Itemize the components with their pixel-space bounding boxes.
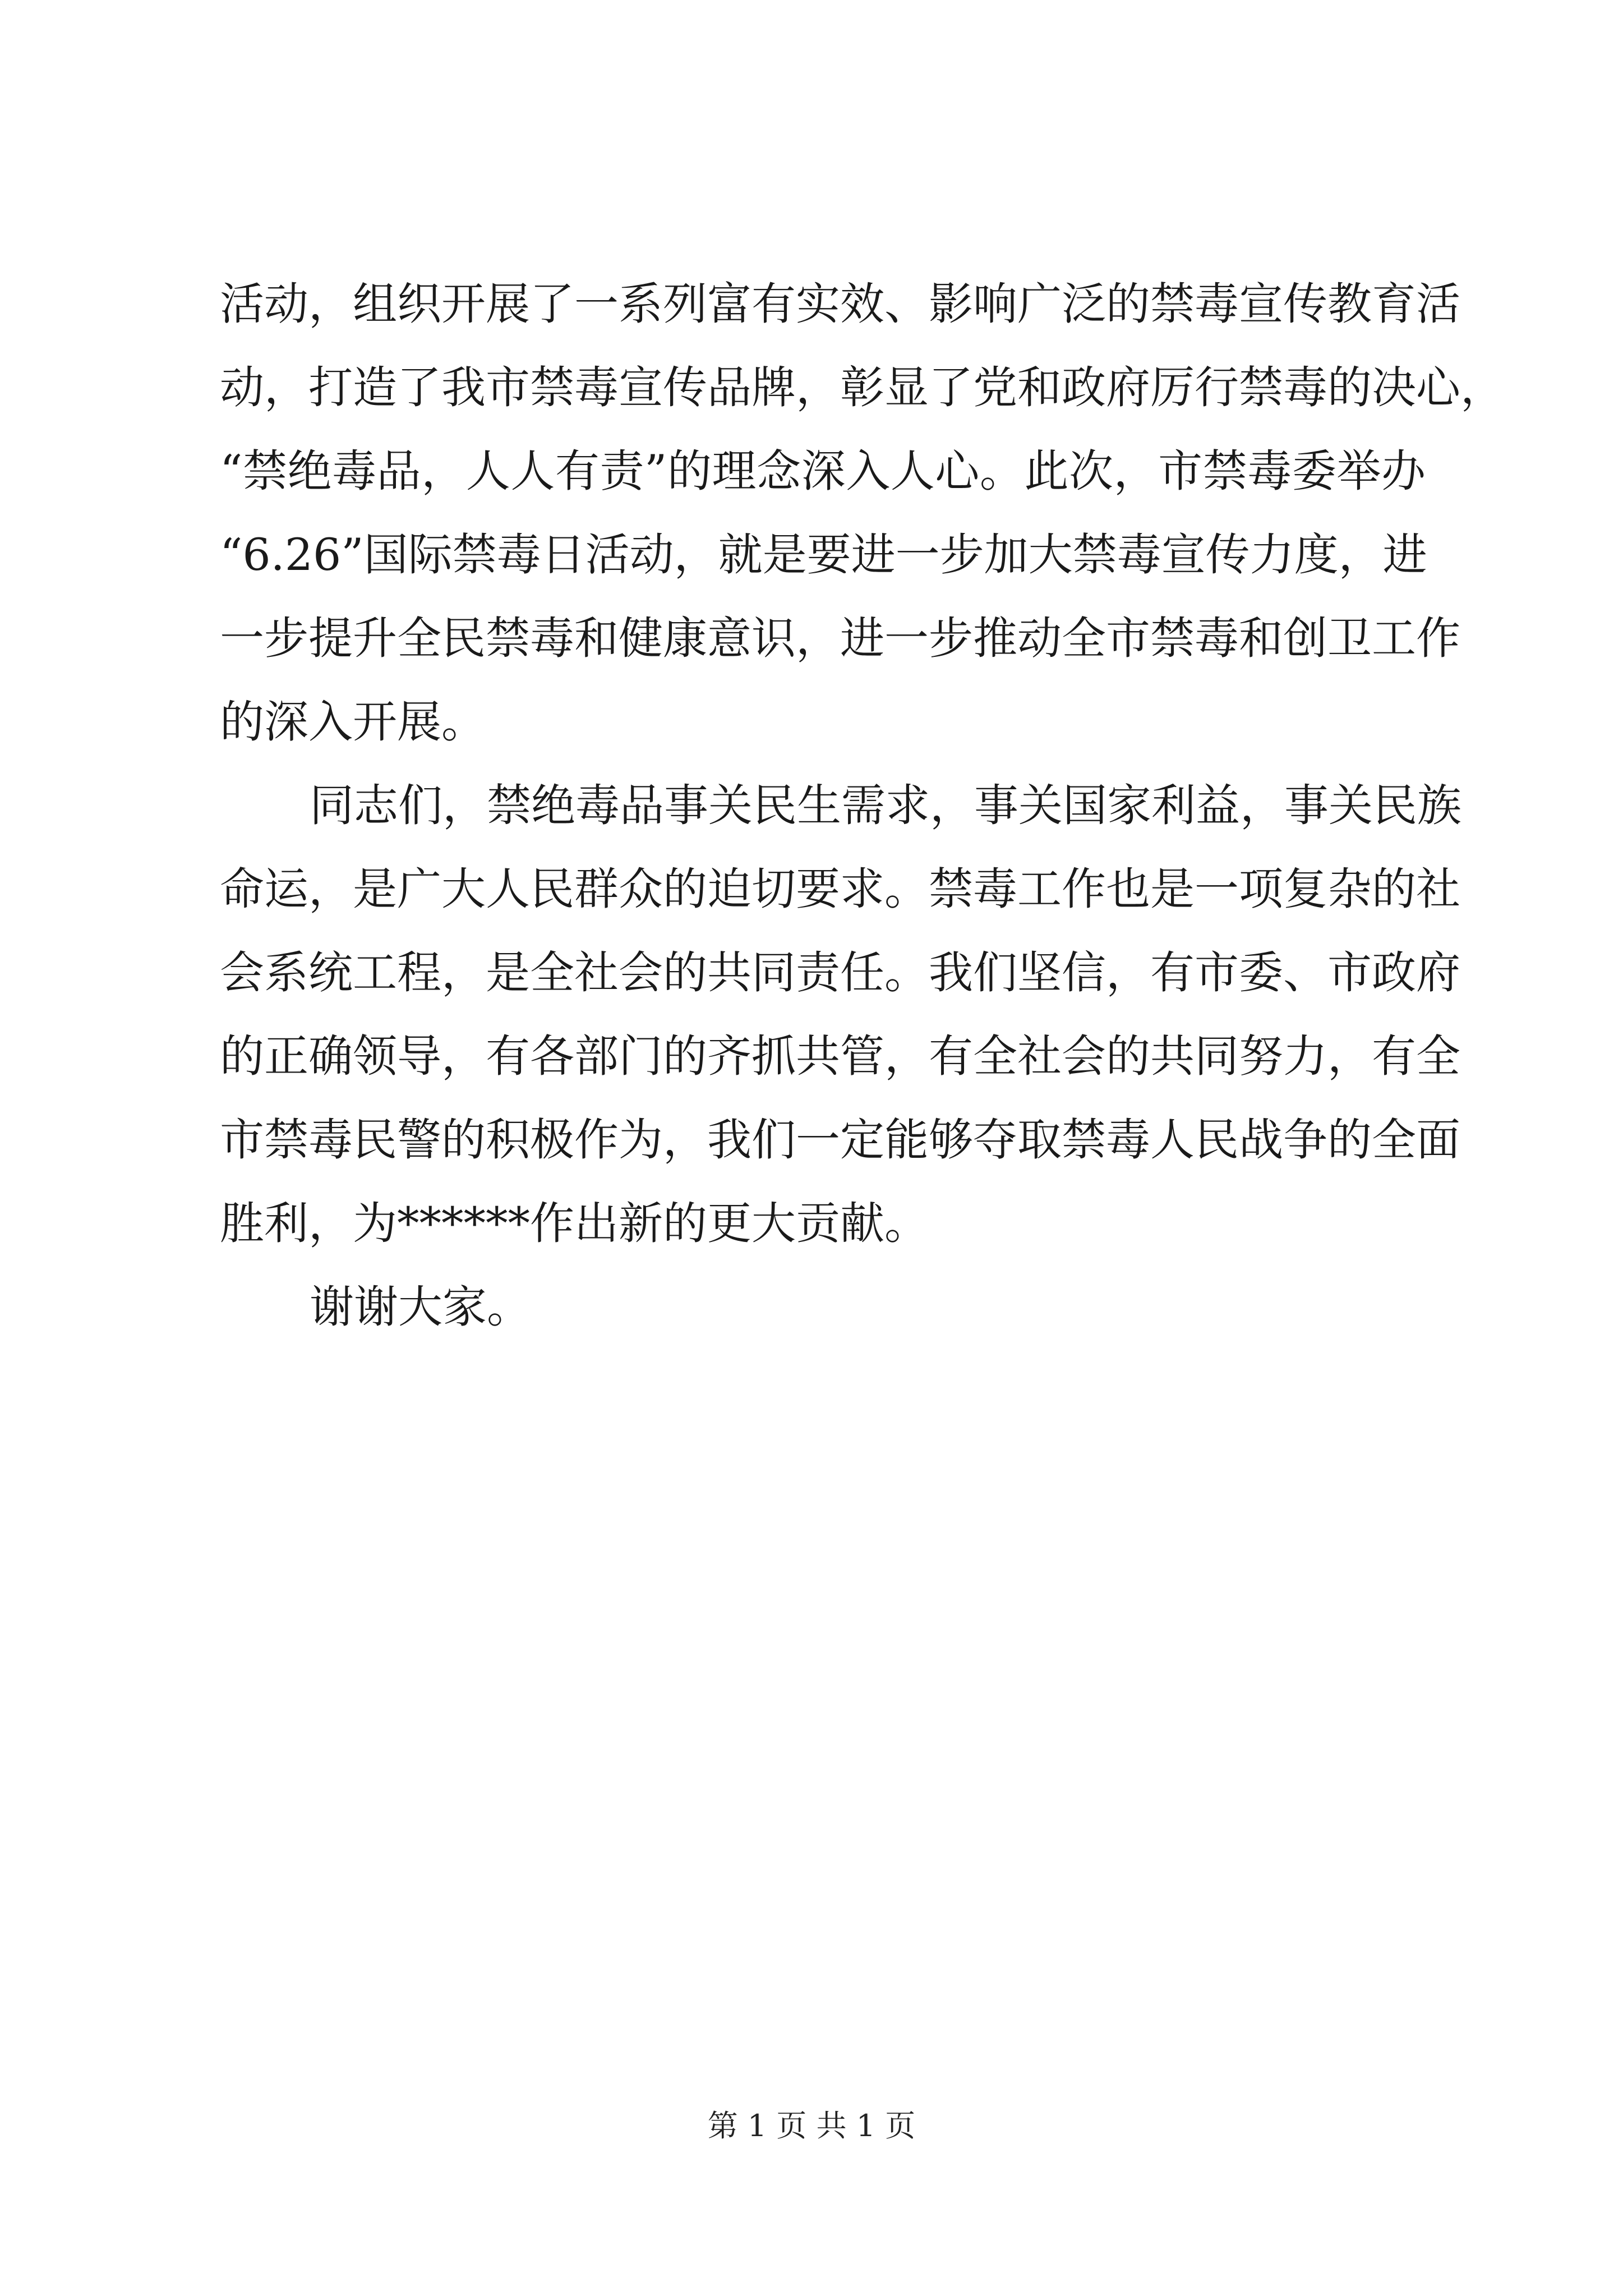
text-line: 活动，组织开展了一系列富有实效、影响广泛的禁毒宣传教育活	[220, 278, 1460, 330]
page-footer: 第 1 页 共 1 页	[707, 2108, 916, 2143]
text-line: 一步提升全民禁毒和健康意识，进一步推动全市禁毒和创卫工作	[220, 613, 1460, 664]
paragraph-3	[220, 1266, 1426, 1349]
paragraph-1	[220, 263, 1505, 764]
text-line: 命运，是广大人民群众的迫切要求。禁毒工作也是一项复杂的社	[220, 863, 1460, 915]
paragraph-2	[220, 764, 1461, 1266]
text-line: 胜利，为******作出新的更大贡献。	[220, 1198, 929, 1249]
text-line: 同志们，禁绝毒品事关民生需求，事关国家利益，事关民族	[310, 780, 1461, 831]
text-line: 动，打造了我市禁毒宣传品牌，彰显了党和政府厉行禁毒的决心，	[220, 362, 1505, 413]
text-line: 的正确领导，有各部门的齐抓共管，有全社会的共同努力，有全	[220, 1030, 1460, 1082]
text-line: 市禁毒民警的积极作为，我们一定能够夺取禁毒人民战争的全面	[220, 1114, 1460, 1166]
text-line: 会系统工程，是全社会的共同责任。我们坚信，有市委、市政府	[220, 947, 1460, 999]
text-line: 谢谢大家。	[310, 1281, 531, 1333]
text-line: 的深入开展。	[220, 696, 486, 748]
text-line: “6.26”国际禁毒日活动，就是要进一步加大禁毒宣传力度，进	[220, 529, 1427, 581]
document-body	[220, 263, 1505, 1349]
text-line: “禁绝毒品，人人有责”的理念深入人心。此次，市禁毒委举办	[220, 445, 1426, 497]
